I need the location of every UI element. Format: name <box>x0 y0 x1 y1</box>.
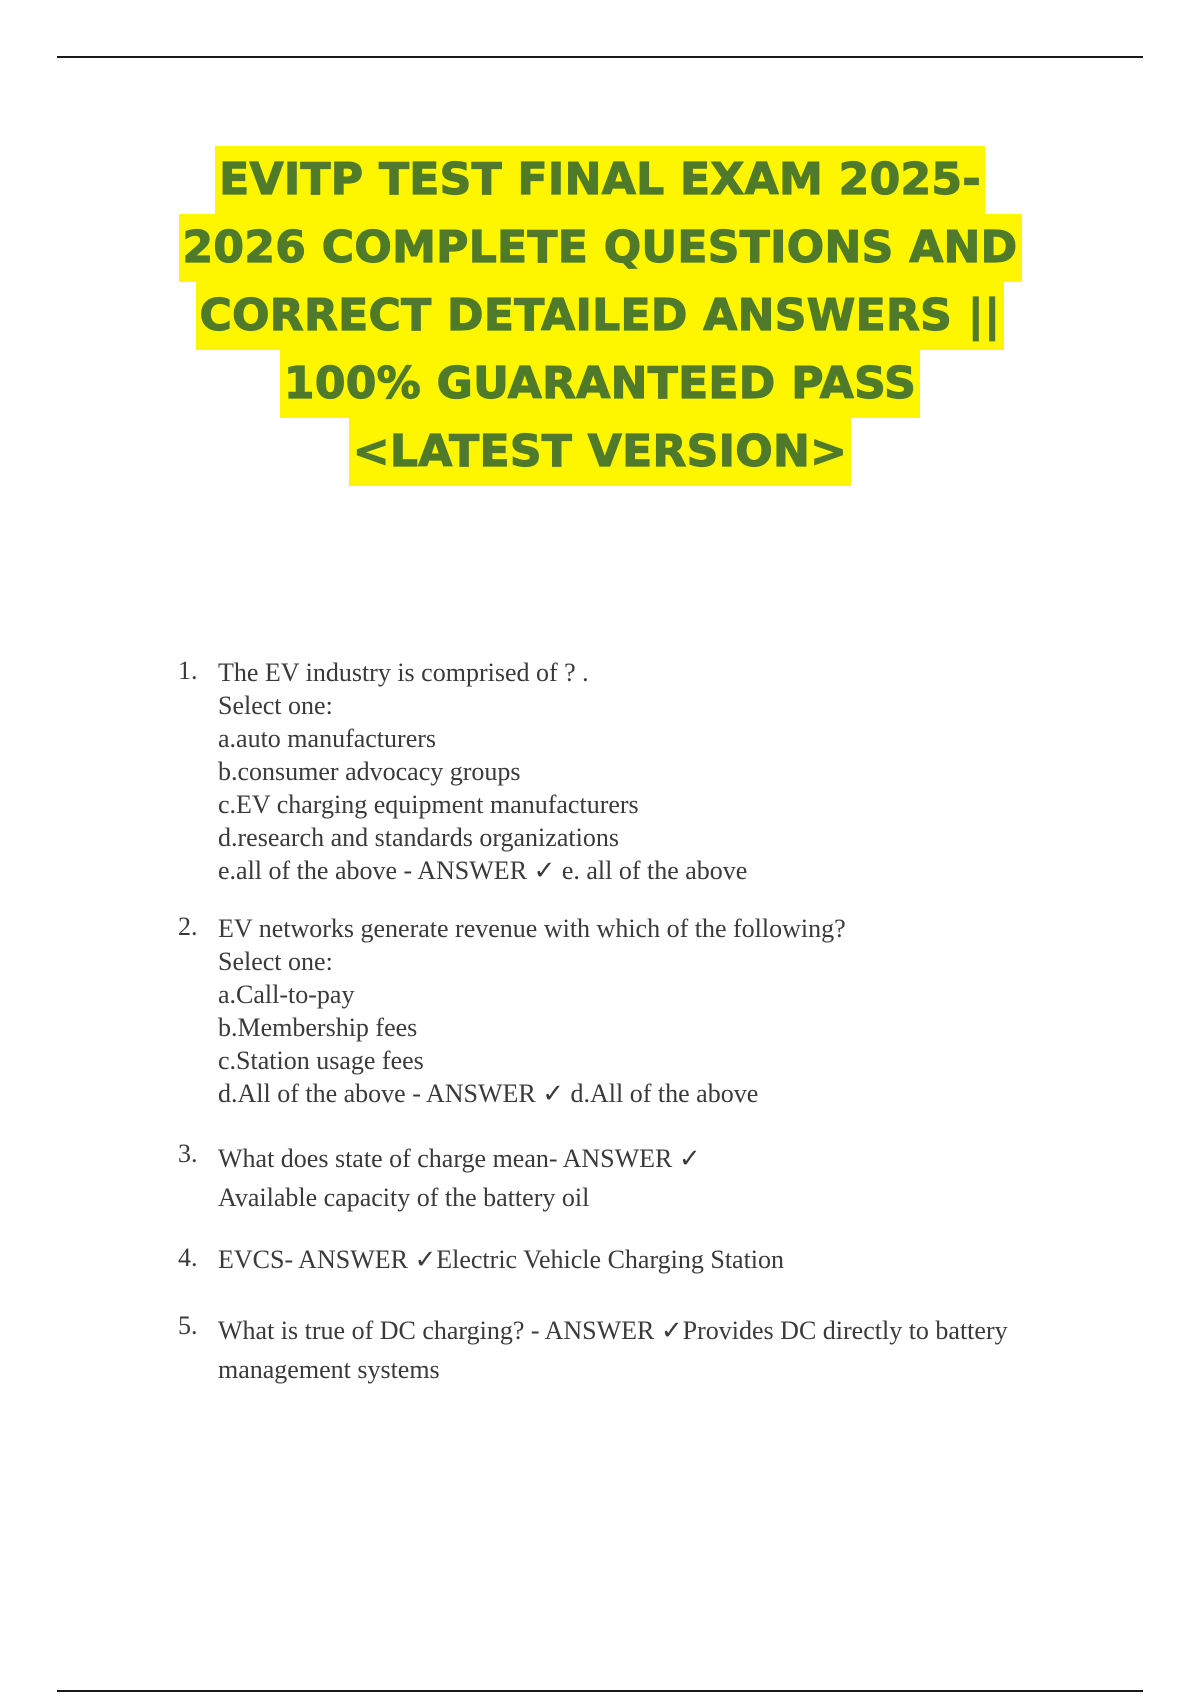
question-number: 2. <box>178 912 198 941</box>
question-text: What is true of DC charging? - ANSWER ✓Provides DC directly to battery <box>218 1316 1008 1345</box>
question-text: The EV industry is comprised of ? . <box>218 658 589 687</box>
question-number: 3. <box>178 1139 198 1168</box>
question-item <box>178 1243 1108 1276</box>
title-line-4: 100% GUARANTEED PASS <box>280 350 920 418</box>
option-line: b.consumer advocacy groups <box>218 757 521 786</box>
title-line-2: 2026 COMPLETE QUESTIONS AND <box>179 214 1022 282</box>
question-text: EVCS- ANSWER ✓Electric Vehicle Charging Station <box>218 1245 785 1274</box>
title-line-5: <LATEST VERSION> <box>349 418 852 486</box>
top-rule <box>57 56 1143 58</box>
question-number: 4. <box>178 1243 198 1272</box>
answer-line: d.All of the above - ANSWER ✓ d.All of the above <box>218 1079 759 1108</box>
option-line: a.Call-to-pay <box>218 980 355 1009</box>
option-line: c.EV charging equipment manufacturers <box>218 790 639 819</box>
question-text: EV networks generate revenue with which of the following? <box>218 914 846 943</box>
question-number: 5. <box>178 1311 198 1340</box>
option-line: b.Membership fees <box>218 1013 418 1042</box>
question-item <box>178 1139 1108 1217</box>
bottom-rule <box>57 1690 1143 1692</box>
question-list <box>178 656 1108 1389</box>
title-line-3: CORRECT DETAILED ANSWERS || <box>196 282 1005 350</box>
option-line: a.auto manufacturers <box>218 724 437 753</box>
question-item <box>178 912 1108 1110</box>
option-line: c.Station usage fees <box>218 1046 424 1075</box>
question-item <box>178 656 1108 887</box>
answer-line: Available capacity of the battery oil <box>218 1183 590 1212</box>
question-number: 1. <box>178 656 198 685</box>
question-line: Select one: <box>218 691 333 720</box>
title-line-1: EVITP TEST FINAL EXAM 2025- <box>215 146 985 214</box>
answer-line: e.all of the above - ANSWER ✓ e. all of the above <box>218 856 748 885</box>
question-line: Select one: <box>218 947 333 976</box>
answer-line: management systems <box>218 1355 440 1384</box>
document-title <box>100 146 1100 486</box>
question-text: What does state of charge mean- ANSWER ✓ <box>218 1144 701 1173</box>
option-line: d.research and standards organizations <box>218 823 619 852</box>
question-item <box>178 1311 1108 1389</box>
